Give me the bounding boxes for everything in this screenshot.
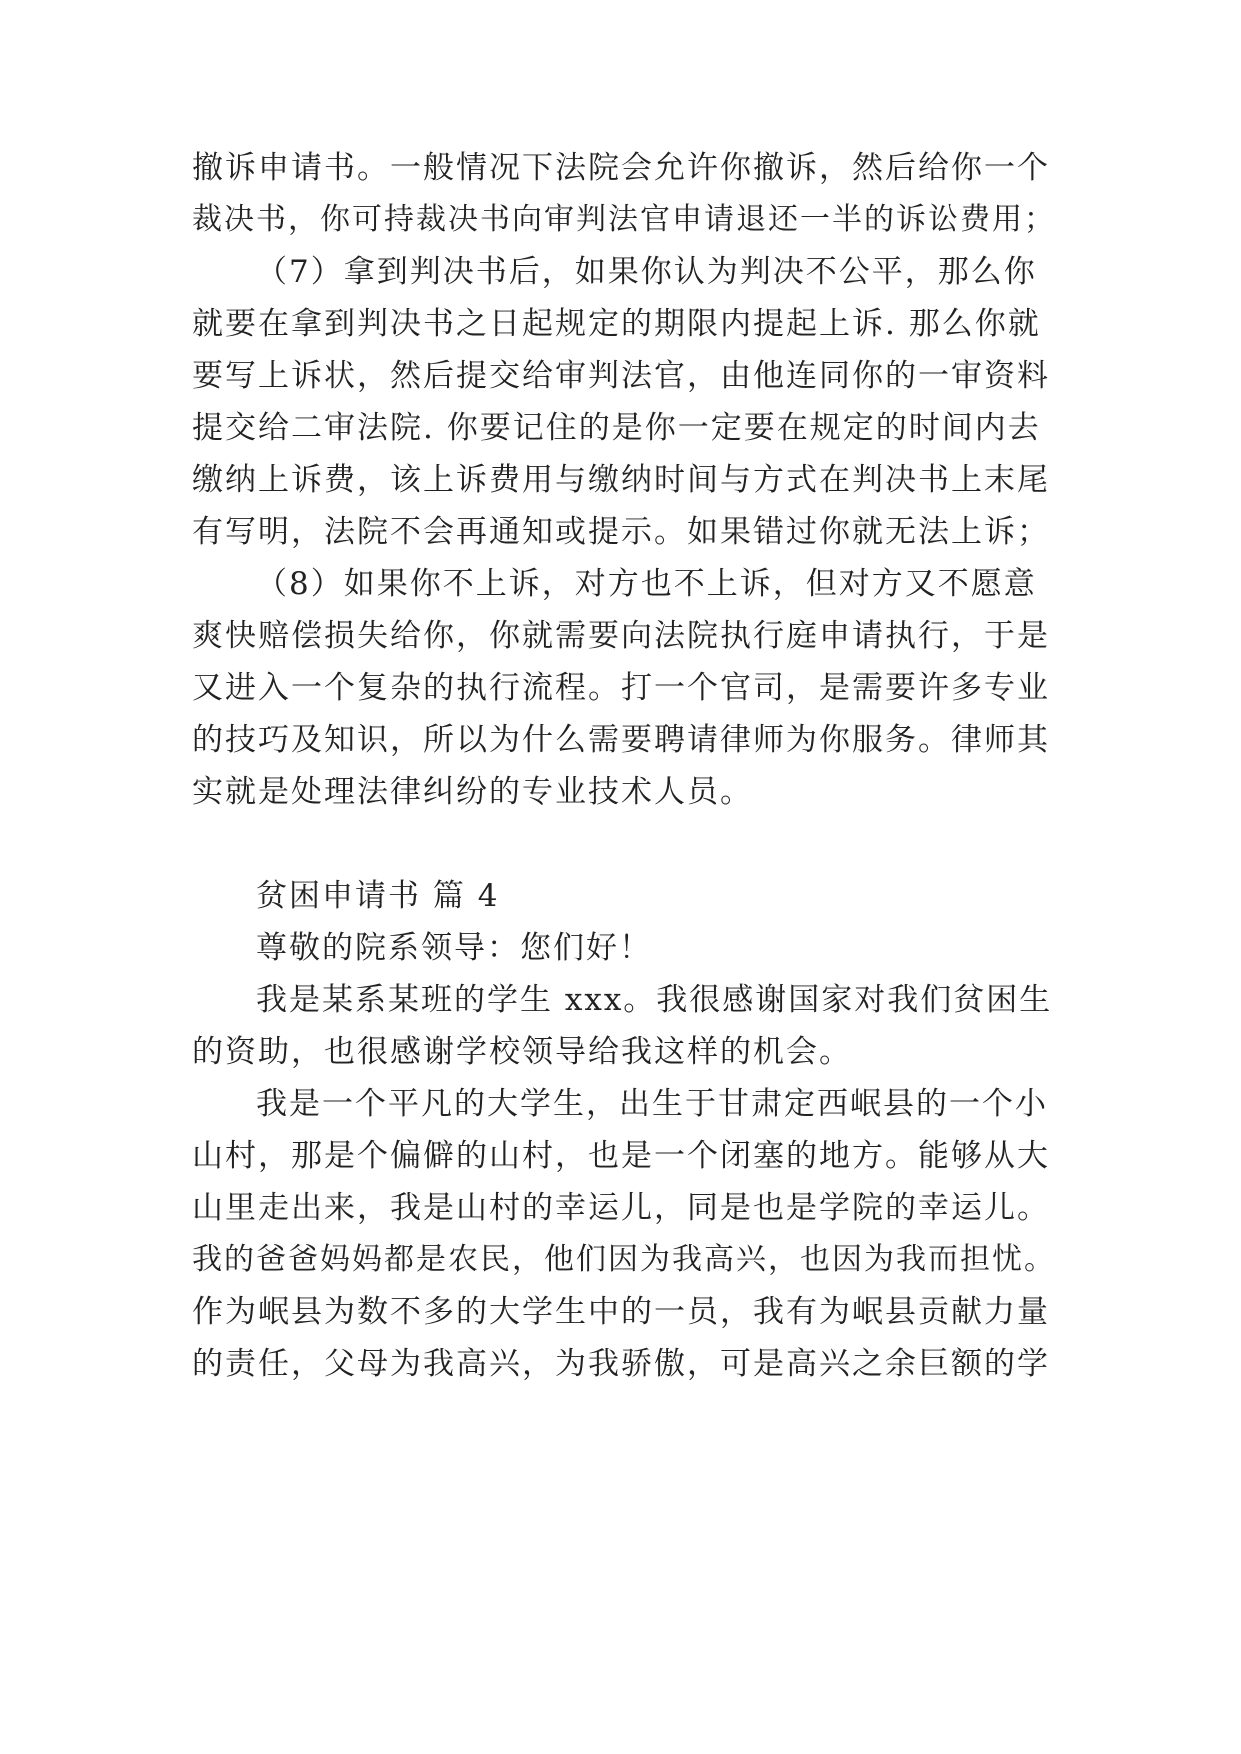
body-line: 就要在拿到判决书之日起规定的期限内提起上诉. 那么你就	[192, 306, 1041, 342]
body-line: 山村，那是个偏僻的山村，也是一个闭塞的地方。能够从大	[192, 1138, 1050, 1174]
body-line: 的资助，也很感谢学校领导给我这样的机会。	[192, 1034, 852, 1070]
body-line: 提交给二审法院. 你要记住的是你一定要在规定的时间内去	[192, 410, 1041, 446]
body-line: 缴纳上诉费，该上诉费用与缴纳时间与方式在判决书上末尾	[192, 462, 1050, 498]
body-line: 我的爸爸妈妈都是农民，他们因为我高兴，也因为我而担忧。	[192, 1242, 1056, 1277]
body-line: 又进入一个复杂的执行流程。打一个官司，是需要许多专业	[192, 670, 1050, 706]
salutation: 尊敬的院系领导：您们好！	[256, 930, 652, 966]
body-line: 的技巧及知识，所以为什么需要聘请律师为你服务。律师其	[192, 722, 1050, 758]
body-line: 作为岷县为数不多的大学生中的一员，我有为岷县贡献力量	[192, 1294, 1050, 1330]
body-line: 有写明，法院不会再通知或提示。如果错过你就无法上诉；	[192, 514, 1050, 550]
body-line: 实就是处理法律纠纷的专业技术人员。	[192, 774, 753, 810]
body-line: 裁决书，你可持裁决书向审判法官申请退还一半的诉讼费用；	[192, 202, 1056, 237]
body-line: 我是一个平凡的大学生，出生于甘肃定西岷县的一个小	[256, 1086, 1048, 1122]
body-line: 撤诉申请书。一般情况下法院会允许你撤诉，然后给你一个	[192, 150, 1050, 186]
body-line: （7）拿到判决书后，如果你认为判决不公平，那么你	[256, 254, 1037, 290]
body-line: （8）如果你不上诉，对方也不上诉，但对方又不愿意	[256, 566, 1037, 602]
body-line: 我是某系某班的学生 xxx。我很感谢国家对我们贫困生	[256, 982, 1053, 1018]
body-line: 山里走出来，我是山村的幸运儿，同是也是学院的幸运儿。	[192, 1190, 1050, 1226]
body-line: 爽快赔偿损失给你，你就需要向法院执行庭申请执行，于是	[192, 618, 1050, 654]
body-line: 的责任，父母为我高兴，为我骄傲，可是高兴之余巨额的学	[192, 1346, 1050, 1382]
body-line: 要写上诉状，然后提交给审判法官，由他连同你的一审资料	[192, 358, 1050, 394]
section-heading: 贫困申请书 篇 4	[256, 878, 500, 914]
